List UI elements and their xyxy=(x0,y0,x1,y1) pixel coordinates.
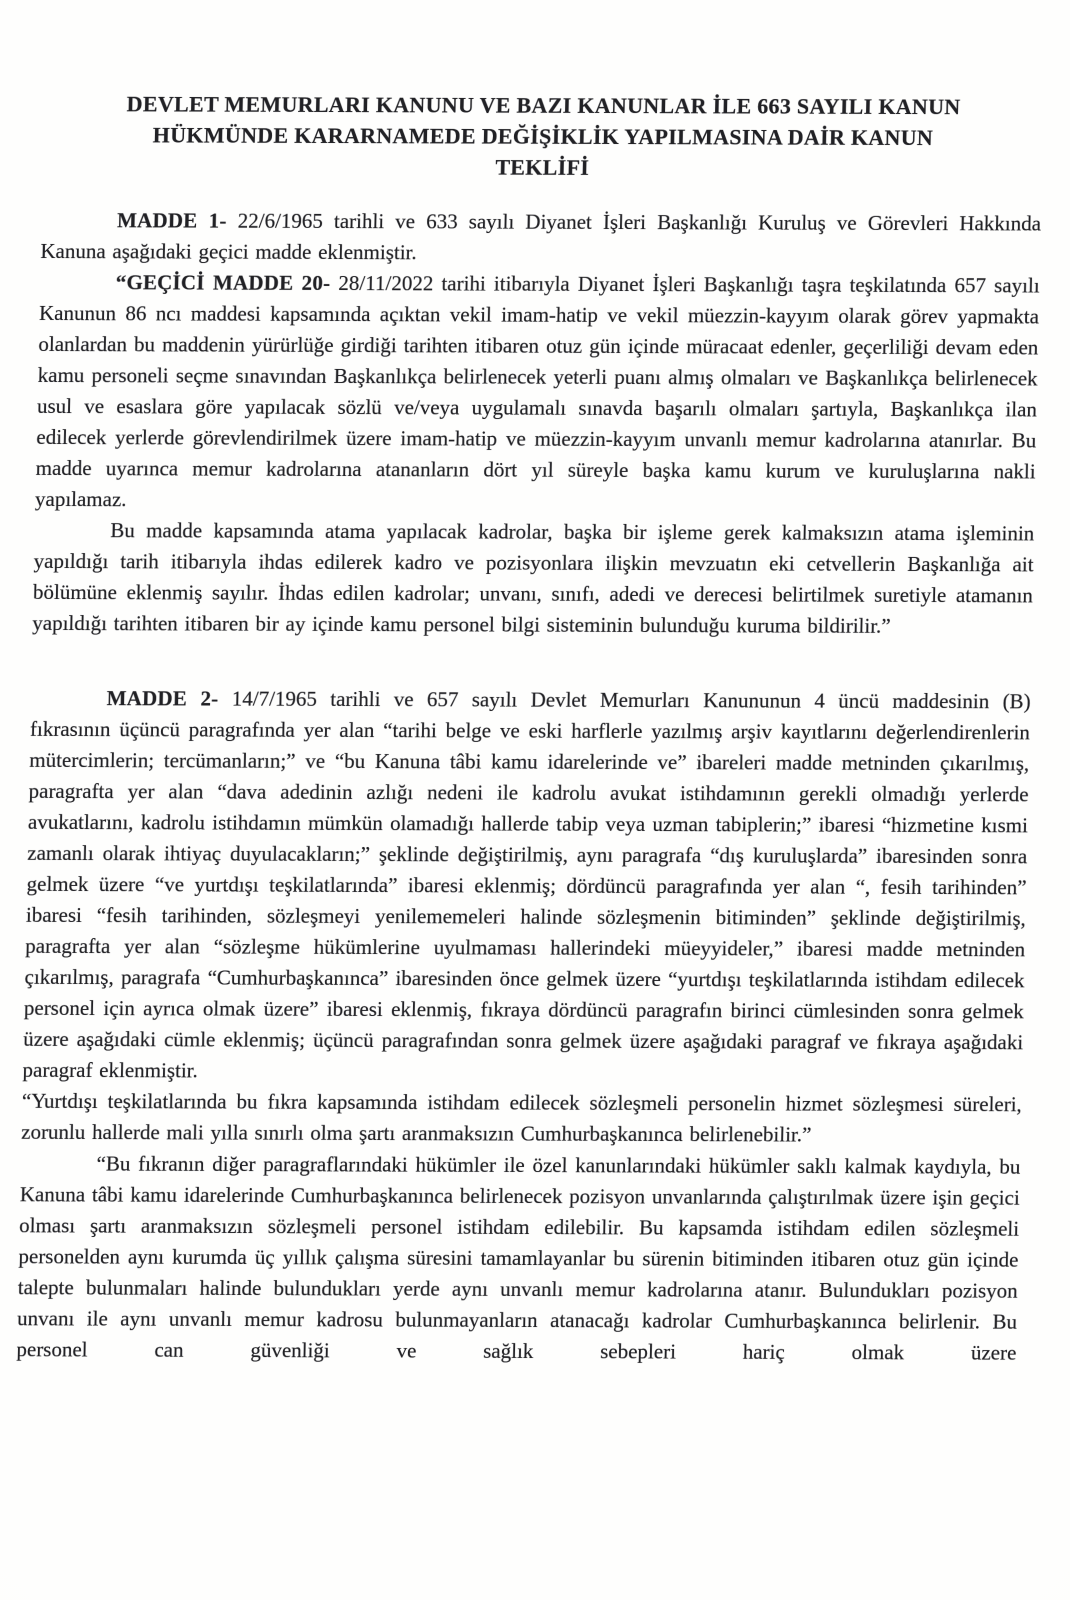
title-line-3: TEKLİFİ xyxy=(495,154,590,180)
yurtdisi-teskilatlari-text: “Yurtdışı teşkilatlarında bu fıkra kapsamında istihdam edilecek sözleşmeli personelin hizmet sözleşmesi süreleri, zorunlu hallerde mali yılla sınırlı olma şartı aranmaksızın Cumhurbaşkanınca belirlenebilir.” xyxy=(20,1088,1023,1147)
gecici-madde-20-text: 28/11/2022 tarihi itibarıyla Diyanet İşleri Başkanlığı taşra teşkilatında 657 sayılı Kanunun 86 ncı maddesi kapsamında açıktan vekil imam-hatip ve vekil müezzin-kayyım olarak görev yapmakta olanlardan bu maddenin yürürlüğe girdiği tarihten itibaren otuz gün içinde müracaat edenler, geçerliliği devam eden kamu personeli seçme sınavından Başkanlıkça belirlenecek yeterli puanı almış olmaları ve Başkanlıkça belirlenecek usul ve esaslara göre yapılacak sözlü ve/veya uygulamalı sınavda başarılı olmaları şartıyla, Başkanlıkça ilan edilecek yerlerde görevlendirilmek üzere imam-hatip ve müezzin-kayyım unvanlı memur kadrolarına atanırlar. Bu madde uyarınca memur kadrolarına atananların dört yıl süreyle başka kamu kurum ve kuruluşlarına nakli yapılamaz. xyxy=(34,271,1040,512)
madde-1-lead: MADDE 1- xyxy=(116,208,227,233)
paragraph-yurtdisi-teskilatlari xyxy=(21,1086,1022,1151)
paragraph-madde-2 xyxy=(22,683,1031,1089)
paragraph-madde-1 xyxy=(40,205,1041,270)
paragraph-bu-madde-kapsaminda xyxy=(32,515,1035,642)
paragraph-gecici-madde-20 xyxy=(35,267,1040,518)
document-title xyxy=(52,88,1034,184)
title-line-2: HÜKMÜNDE KARARNAMEDE DEĞİŞİKLİK YAPILMASINA DAİR KANUN xyxy=(152,122,934,151)
gecici-madde-20-lead: “GEÇİCİ MADDE 20- xyxy=(115,270,331,296)
madde-1-text: 22/6/1965 tarihli ve 633 sayılı Diyanet İşleri Başkanlığı Kuruluş ve Görevleri Hakkında Kanuna aşağıdaki geçici madde eklenmiştir. xyxy=(40,208,1042,265)
document-content xyxy=(16,88,1044,1368)
bu-fikranin-text: “Bu fıkranın diğer paragraflarındaki hükümler ile özel kanunlarındaki hükümler saklı kalmak kaydıyla, bu Kanuna tâbi kamu idarelerinde Cumhurbaşkanınca belirlenecek pozisyon unvanlarında çalıştırılmak üzere işin geçici olması şartı aranmaksızın sözleşmeli personel istihdam edilebilir. Bu kapsamda istihdam edilen sözleşmeli personelden aynı kurumda üç yıllık çalışma süresini tamamlayanlar bu sürenin bitiminden itibaren otuz gün içinde talepte bulunmaları halinde bulundukları yerde aynı unvanlı memur kadrolarına atanır. Bulundukları pozisyon unvanı ile aynı unvanlı memur kadrosu bulunmayanların atanacağı kadrolar Cumhurbaşkanınca belirlenir. Bu personel can güvenliği ve sağlık sebepleri hariç olmak üzere xyxy=(16,1151,1021,1365)
bu-madde-kapsaminda-text: Bu madde kapsamında atama yapılacak kadrolar, başka bir işleme gerek kalmaksızın atama işleminin yapıldığı tarih itibarıyla ihdas edilerek kadro ve pozisyonlara ilişkin mevzuatın eki cetvellerin Başkanlığa ait bölümüne eklenmiş sayılır. İhdas edilen kadrolar; unvanı, sınıfı, adedi ve derecesi belirtilmek suretiyle atamanın yapıldığı tarihten itibaren bir ay içinde kamu personel bilgi sisteminin bulunduğu kuruma bildirilir.” xyxy=(32,518,1035,638)
paragraph-bu-fikranin xyxy=(16,1148,1021,1368)
title-line-1: DEVLET MEMURLARI KANUNU VE BAZI KANUNLAR İLE 663 SAYILI KANUN xyxy=(126,91,961,120)
madde-2-lead: MADDE 2- xyxy=(106,686,219,711)
madde-2-text: 14/7/1965 tarihli ve 657 sayılı Devlet Memurları Kanununun 4 üncü maddesinin (B) fıkrasının üçüncü paragrafında yer alan “tarihi belge ve eski harflerle yazılmış arşiv kayıtlarını değerlendirenlerin mütercimlerin; tercümanların;” ve “bu Kanuna tâbi kamu idarelerinde ve” ibareleri madde metninden çıkarılmış, paragrafta yer alan “dava adedinin azlığı nedeni ile kadrolu avukat istihdamının gerekli olmadığı yerlerde avukatlarını, kadrolu istihdamın mümkün olamadığı hallerde tabip veya uzman tabiplerin;” ibaresi “hizmetine kısmi zamanlı olarak ihtiyaç duyulacakların;” şeklinde değiştirilmiş, aynı paragrafa “dış kuruluşlarda” ibaresinden sonra gelmek üzere “ve yurtdışı teşkilatlarında” ibaresi eklenmiş; dördüncü paragrafında yer alan “, fesih tarihinden” ibaresi “fesih tarihinden, sözleşmeyi yenilememeleri halinde sözleşmenin bitiminden” şeklinde değiştirilmiş, paragrafta yer alan “sözleşme hükümlerine uyulmaması hallerindeki müeyyideler,” ibaresi madde metninden çıkarılmış, paragrafa “Cumhurbaşkanınca” ibaresinden önce gelmek üzere “yurtdışı teşkilatlarında istihdam edilecek personel için ayrıca olmak üzere” ibaresi eklenmiş, fıkraya dördüncü paragrafın birinci cümlesinden sonra gelmek üzere aşağıdaki cümle eklenmiş; üçüncü paragrafından sonra gelmek üzere aşağıdaki paragraf ve fıkraya aşağıdaki paragraf eklenmiştir. xyxy=(22,686,1031,1083)
